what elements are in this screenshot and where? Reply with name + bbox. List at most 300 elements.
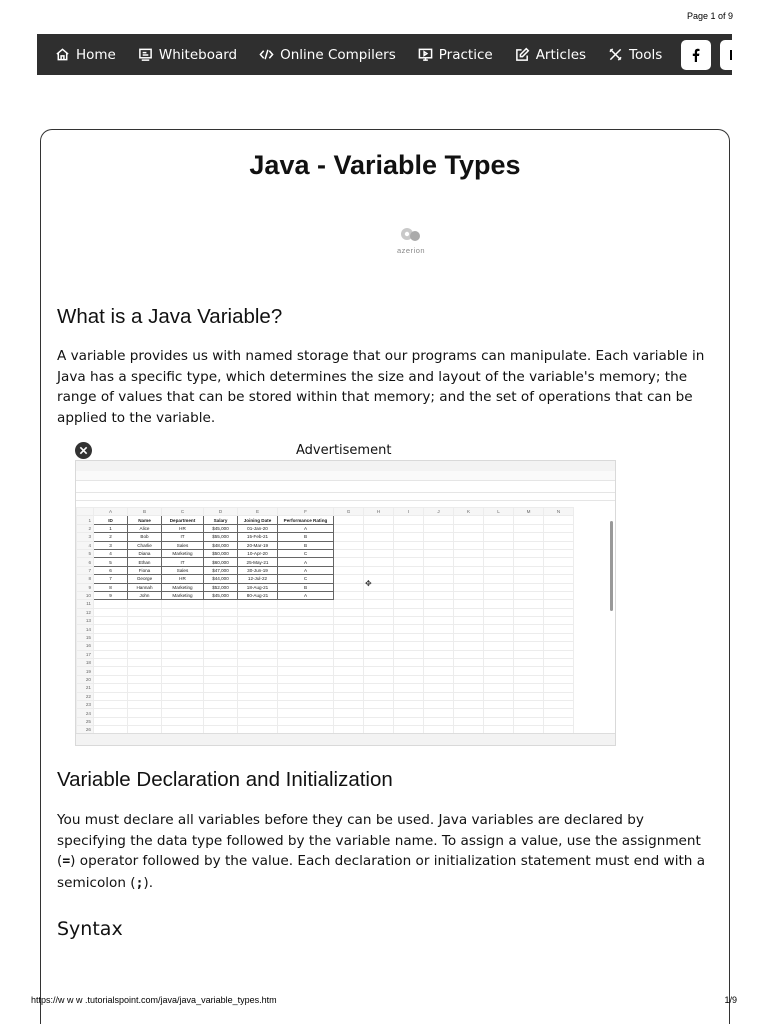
spreadsheet-cell bbox=[204, 642, 238, 650]
spreadsheet-cell bbox=[514, 709, 544, 717]
spreadsheet-cell bbox=[514, 566, 544, 574]
spreadsheet-row-number: 23 bbox=[77, 700, 94, 708]
spreadsheet-cell bbox=[204, 650, 238, 658]
spreadsheet-cell bbox=[514, 700, 544, 708]
spreadsheet-cell bbox=[334, 700, 364, 708]
spreadsheet-cell bbox=[94, 608, 128, 616]
spreadsheet-cell bbox=[128, 608, 162, 616]
spreadsheet-row-number: 15 bbox=[77, 633, 94, 641]
spreadsheet-cell: HR bbox=[162, 575, 204, 583]
ad-spreadsheet-grid bbox=[76, 507, 615, 733]
spreadsheet-row bbox=[77, 717, 574, 725]
spreadsheet-column-header: M bbox=[514, 508, 544, 516]
spreadsheet-cell bbox=[424, 558, 454, 566]
spreadsheet-row-number: 9 bbox=[77, 583, 94, 591]
spreadsheet-cell bbox=[514, 675, 544, 683]
spreadsheet-column-header: G bbox=[334, 508, 364, 516]
spreadsheet-cell bbox=[544, 591, 574, 599]
spreadsheet-cell bbox=[364, 541, 394, 549]
spreadsheet-cell bbox=[514, 667, 544, 675]
spreadsheet-cell bbox=[454, 625, 484, 633]
spreadsheet-column-header: E bbox=[238, 508, 278, 516]
spreadsheet-cell: Marketing bbox=[162, 549, 204, 557]
spreadsheet-cell bbox=[334, 650, 364, 658]
spreadsheet-cell: Alice bbox=[128, 524, 162, 532]
spreadsheet-cell bbox=[364, 717, 394, 725]
spreadsheet-cell bbox=[484, 541, 514, 549]
spreadsheet-cell bbox=[278, 692, 334, 700]
spreadsheet-cell bbox=[94, 667, 128, 675]
spreadsheet-cell bbox=[364, 700, 394, 708]
spreadsheet-cell bbox=[424, 667, 454, 675]
spreadsheet-cell bbox=[454, 717, 484, 725]
spreadsheet-cell bbox=[484, 600, 514, 608]
declaration-text-c: ). bbox=[143, 874, 154, 891]
spreadsheet-cell bbox=[162, 700, 204, 708]
spreadsheet-cell bbox=[514, 608, 544, 616]
spreadsheet-cell bbox=[484, 667, 514, 675]
spreadsheet-cell bbox=[94, 700, 128, 708]
spreadsheet-cell bbox=[544, 667, 574, 675]
spreadsheet-cell bbox=[334, 684, 364, 692]
spreadsheet-cell bbox=[424, 625, 454, 633]
spreadsheet-cell bbox=[544, 642, 574, 650]
spreadsheet-cell bbox=[514, 558, 544, 566]
ad-spreadsheet-scrollbar bbox=[610, 521, 613, 611]
spreadsheet-row-number: 11 bbox=[77, 600, 94, 608]
spreadsheet-cell: Charlie bbox=[128, 541, 162, 549]
spreadsheet-cell bbox=[128, 675, 162, 683]
spreadsheet-cell bbox=[364, 524, 394, 532]
spreadsheet-cell bbox=[394, 650, 424, 658]
spreadsheet-cell: George bbox=[128, 575, 162, 583]
spreadsheet-row bbox=[77, 617, 574, 625]
ad-spreadsheet-titlebar bbox=[76, 461, 615, 471]
spreadsheet-cell bbox=[238, 617, 278, 625]
spreadsheet-row-number: 17 bbox=[77, 650, 94, 658]
spreadsheet-cell bbox=[424, 717, 454, 725]
spreadsheet-cell bbox=[278, 642, 334, 650]
spreadsheet-row bbox=[77, 684, 574, 692]
spreadsheet-cell bbox=[544, 633, 574, 641]
spreadsheet-cell bbox=[454, 549, 484, 557]
spreadsheet-cell bbox=[94, 617, 128, 625]
spreadsheet-column-header: B bbox=[128, 508, 162, 516]
spreadsheet-cell: 8 bbox=[94, 583, 128, 591]
spreadsheet-row-number: 18 bbox=[77, 659, 94, 667]
spreadsheet-cell bbox=[364, 558, 394, 566]
spreadsheet-cell bbox=[544, 524, 574, 532]
spreadsheet-cell: Ethan bbox=[128, 558, 162, 566]
spreadsheet-cell bbox=[128, 667, 162, 675]
spreadsheet-cell: Sales bbox=[162, 541, 204, 549]
ad-spreadsheet-sheet-tabs bbox=[76, 733, 615, 745]
spreadsheet-cell: HR bbox=[162, 524, 204, 532]
spreadsheet-column-header: L bbox=[484, 508, 514, 516]
spreadsheet-cell bbox=[334, 667, 364, 675]
spreadsheet-cell bbox=[334, 583, 364, 591]
spreadsheet-cell: Fiona bbox=[128, 566, 162, 574]
spreadsheet-cell bbox=[394, 667, 424, 675]
spreadsheet-row-number: 20 bbox=[77, 675, 94, 683]
spreadsheet-cell: $45,000 bbox=[204, 524, 238, 532]
spreadsheet-cell: Marketing bbox=[162, 591, 204, 599]
spreadsheet-cell bbox=[204, 659, 238, 667]
spreadsheet-cell bbox=[364, 533, 394, 541]
spreadsheet-cell bbox=[544, 675, 574, 683]
spreadsheet-cell bbox=[204, 692, 238, 700]
spreadsheet-cell bbox=[162, 633, 204, 641]
social-icon bbox=[727, 47, 732, 63]
spreadsheet-cell bbox=[204, 684, 238, 692]
spreadsheet-cell bbox=[162, 600, 204, 608]
spreadsheet-cell bbox=[162, 642, 204, 650]
spreadsheet-cell bbox=[238, 667, 278, 675]
nav-articles[interactable] bbox=[515, 47, 586, 63]
spreadsheet-row bbox=[77, 608, 574, 616]
spreadsheet-cell bbox=[424, 566, 454, 574]
spreadsheet-cell bbox=[484, 533, 514, 541]
spreadsheet-cell bbox=[128, 625, 162, 633]
spreadsheet-cell bbox=[454, 633, 484, 641]
spreadsheet-cell: $60,000 bbox=[204, 558, 238, 566]
spreadsheet-cell bbox=[394, 533, 424, 541]
spreadsheet-cell bbox=[454, 684, 484, 692]
spreadsheet-cell bbox=[204, 617, 238, 625]
spreadsheet-cell bbox=[204, 600, 238, 608]
spreadsheet-cell: $50,000 bbox=[204, 549, 238, 557]
spreadsheet-cell bbox=[394, 684, 424, 692]
spreadsheet-cell: 3 bbox=[94, 541, 128, 549]
spreadsheet-cell bbox=[484, 692, 514, 700]
spreadsheet-cell: A bbox=[278, 524, 334, 532]
spreadsheet-row-number: 21 bbox=[77, 684, 94, 692]
pdf-page-header: Page 1 of 9 bbox=[686, 11, 733, 21]
spreadsheet-cell bbox=[454, 692, 484, 700]
spreadsheet-cell bbox=[238, 684, 278, 692]
spreadsheet-cell bbox=[454, 516, 484, 524]
spreadsheet-cell bbox=[364, 684, 394, 692]
spreadsheet-row-number: 16 bbox=[77, 642, 94, 650]
spreadsheet-cell bbox=[424, 617, 454, 625]
spreadsheet-cell: B bbox=[278, 533, 334, 541]
spreadsheet-cell bbox=[128, 709, 162, 717]
spreadsheet-cell bbox=[238, 700, 278, 708]
spreadsheet-cell bbox=[514, 524, 544, 532]
spreadsheet-cell: A bbox=[278, 566, 334, 574]
spreadsheet-cell bbox=[162, 659, 204, 667]
nav-practice[interactable] bbox=[418, 47, 493, 63]
spreadsheet-cell bbox=[454, 541, 484, 549]
spreadsheet-cell: A bbox=[278, 591, 334, 599]
spreadsheet-cell bbox=[334, 524, 364, 532]
spreadsheet-cell bbox=[162, 617, 204, 625]
spreadsheet-cell bbox=[278, 659, 334, 667]
spreadsheet-cell: Department bbox=[162, 516, 204, 524]
spreadsheet-row bbox=[77, 650, 574, 658]
spreadsheet-cell: John bbox=[128, 591, 162, 599]
spreadsheet-cell bbox=[484, 709, 514, 717]
section-heading-declaration: Variable Declaration and Initialization bbox=[57, 768, 393, 791]
spreadsheet-cell bbox=[128, 600, 162, 608]
spreadsheet-cell bbox=[128, 692, 162, 700]
spreadsheet-cell bbox=[334, 566, 364, 574]
spreadsheet-cell bbox=[238, 659, 278, 667]
nav-whiteboard[interactable] bbox=[138, 47, 237, 63]
spreadsheet-cell bbox=[424, 583, 454, 591]
social-button[interactable] bbox=[720, 40, 732, 70]
spreadsheet-cell bbox=[454, 659, 484, 667]
spreadsheet-row-number: 12 bbox=[77, 608, 94, 616]
spreadsheet-cell bbox=[238, 692, 278, 700]
spreadsheet-cell bbox=[364, 675, 394, 683]
spreadsheet-cell bbox=[94, 642, 128, 650]
spreadsheet-cell bbox=[364, 600, 394, 608]
spreadsheet-row bbox=[77, 524, 574, 532]
spreadsheet-cell bbox=[514, 717, 544, 725]
spreadsheet-cell bbox=[424, 642, 454, 650]
spreadsheet-cell: 12-Jul-22 bbox=[238, 575, 278, 583]
spreadsheet-cell: IT bbox=[162, 558, 204, 566]
spreadsheet-cell bbox=[278, 684, 334, 692]
section-heading-syntax: Syntax bbox=[57, 918, 123, 940]
spreadsheet-cell bbox=[484, 625, 514, 633]
spreadsheet-cell bbox=[424, 633, 454, 641]
spreadsheet-cell bbox=[278, 633, 334, 641]
spreadsheet-cell bbox=[544, 600, 574, 608]
spreadsheet-cell bbox=[204, 625, 238, 633]
spreadsheet-cell bbox=[238, 650, 278, 658]
spreadsheet-row bbox=[77, 700, 574, 708]
spreadsheet-cell bbox=[484, 659, 514, 667]
spreadsheet-cell bbox=[334, 692, 364, 700]
spreadsheet-cell bbox=[484, 700, 514, 708]
spreadsheet-cell bbox=[278, 650, 334, 658]
spreadsheet-cell bbox=[94, 659, 128, 667]
spreadsheet-cell bbox=[204, 675, 238, 683]
spreadsheet-cell bbox=[128, 650, 162, 658]
spreadsheet-cell bbox=[544, 709, 574, 717]
spreadsheet-cell bbox=[204, 700, 238, 708]
nav-online-compilers[interactable] bbox=[259, 47, 396, 63]
spreadsheet-row bbox=[77, 583, 574, 591]
spreadsheet-column-header: I bbox=[394, 508, 424, 516]
ad-spreadsheet-menubar bbox=[76, 471, 615, 481]
spreadsheet-row bbox=[77, 667, 574, 675]
spreadsheet-cell bbox=[514, 575, 544, 583]
spreadsheet-cell: $48,000 bbox=[204, 541, 238, 549]
spreadsheet-cell bbox=[394, 558, 424, 566]
spreadsheet-cell: $47,000 bbox=[204, 566, 238, 574]
spreadsheet-cell bbox=[94, 692, 128, 700]
spreadsheet-row bbox=[77, 600, 574, 608]
spreadsheet-cell: 6 bbox=[94, 566, 128, 574]
spreadsheet-cell bbox=[514, 549, 544, 557]
spreadsheet-cell bbox=[394, 633, 424, 641]
spreadsheet-cell bbox=[204, 717, 238, 725]
spreadsheet-cell: 5 bbox=[94, 558, 128, 566]
spreadsheet-cell bbox=[544, 558, 574, 566]
spreadsheet-cell bbox=[394, 675, 424, 683]
spreadsheet-cell: 4 bbox=[94, 549, 128, 557]
spreadsheet-cell bbox=[394, 575, 424, 583]
spreadsheet-cell bbox=[94, 709, 128, 717]
spreadsheet-cell bbox=[394, 566, 424, 574]
home-icon bbox=[55, 47, 70, 62]
spreadsheet-cell bbox=[544, 717, 574, 725]
spreadsheet-cell bbox=[334, 633, 364, 641]
spreadsheet-cell bbox=[278, 600, 334, 608]
spreadsheet-cell: 80-Aug-21 bbox=[238, 591, 278, 599]
spreadsheet-row-number: 22 bbox=[77, 692, 94, 700]
spreadsheet-cell bbox=[204, 667, 238, 675]
spreadsheet-cell bbox=[278, 709, 334, 717]
spreadsheet-cell bbox=[514, 684, 544, 692]
spreadsheet-cell bbox=[484, 558, 514, 566]
spreadsheet-cell: IT bbox=[162, 533, 204, 541]
spreadsheet-cell bbox=[334, 625, 364, 633]
spreadsheet-cell bbox=[514, 625, 544, 633]
spreadsheet-cell: B bbox=[278, 583, 334, 591]
spreadsheet-cell bbox=[128, 717, 162, 725]
spreadsheet-cell bbox=[514, 650, 544, 658]
spreadsheet-row-number: 2 bbox=[77, 524, 94, 532]
spreadsheet-cell bbox=[238, 675, 278, 683]
spreadsheet-cell: 9 bbox=[94, 591, 128, 599]
spreadsheet-cell: 15-Feb-21 bbox=[238, 533, 278, 541]
spreadsheet-cell bbox=[364, 633, 394, 641]
spreadsheet-cell: 18-Aug-21 bbox=[238, 583, 278, 591]
spreadsheet-cell bbox=[364, 516, 394, 524]
spreadsheet-cell bbox=[334, 709, 364, 717]
spreadsheet-cell bbox=[454, 608, 484, 616]
spreadsheet-row bbox=[77, 541, 574, 549]
spreadsheet-cell bbox=[544, 625, 574, 633]
spreadsheet-cell bbox=[364, 591, 394, 599]
nav-online-compilers-label: Online Compilers bbox=[280, 46, 396, 63]
whiteboard-icon bbox=[138, 47, 153, 62]
spreadsheet-cell bbox=[364, 667, 394, 675]
spreadsheet-cell bbox=[128, 617, 162, 625]
spreadsheet-cell bbox=[514, 692, 544, 700]
spreadsheet-cell bbox=[238, 717, 278, 725]
spreadsheet-cell bbox=[484, 566, 514, 574]
pdf-footer-page-number: 1/9 bbox=[724, 995, 737, 1005]
spreadsheet-cell bbox=[484, 516, 514, 524]
ad-video[interactable] bbox=[75, 460, 616, 746]
spreadsheet-cell: A bbox=[278, 558, 334, 566]
spreadsheet-cell: Salary bbox=[204, 516, 238, 524]
spreadsheet-cell: Joining Date bbox=[238, 516, 278, 524]
spreadsheet-cell bbox=[484, 642, 514, 650]
mouse-cursor-icon: ✥ bbox=[365, 579, 372, 588]
spreadsheet-cell bbox=[424, 675, 454, 683]
nav-home[interactable] bbox=[55, 47, 116, 63]
spreadsheet-cell: C bbox=[278, 549, 334, 557]
spreadsheet-cell bbox=[334, 575, 364, 583]
spreadsheet-cell bbox=[454, 524, 484, 532]
ad-spreadsheet-formula-bar bbox=[76, 493, 615, 501]
spreadsheet-cell bbox=[484, 591, 514, 599]
spreadsheet-cell bbox=[278, 617, 334, 625]
spreadsheet-cell bbox=[484, 675, 514, 683]
spreadsheet-cell bbox=[424, 659, 454, 667]
spreadsheet-cell bbox=[278, 717, 334, 725]
spreadsheet-cell: C bbox=[278, 575, 334, 583]
ad-spreadsheet-toolbar bbox=[76, 481, 615, 493]
spreadsheet-cell bbox=[364, 608, 394, 616]
spreadsheet-cell bbox=[204, 633, 238, 641]
spreadsheet-cell bbox=[544, 617, 574, 625]
spreadsheet-cell bbox=[544, 684, 574, 692]
spreadsheet-cell bbox=[454, 575, 484, 583]
spreadsheet-row-number: 4 bbox=[77, 541, 94, 549]
spreadsheet-cell bbox=[544, 575, 574, 583]
spreadsheet-row-number: 5 bbox=[77, 549, 94, 557]
spreadsheet-cell bbox=[204, 709, 238, 717]
spreadsheet-row-number: 8 bbox=[77, 575, 94, 583]
ad-spreadsheet-table bbox=[76, 507, 574, 735]
spreadsheet-column-headers bbox=[77, 508, 574, 516]
spreadsheet-cell bbox=[454, 533, 484, 541]
spreadsheet-row bbox=[77, 675, 574, 683]
spreadsheet-cell bbox=[364, 549, 394, 557]
spreadsheet-cell bbox=[454, 566, 484, 574]
spreadsheet-cell bbox=[334, 659, 364, 667]
spreadsheet-cell bbox=[238, 642, 278, 650]
declaration-text-b: ) operator followed by the value. Each declaration or initialization statement must end with a semicolon ( bbox=[57, 853, 706, 891]
spreadsheet-cell bbox=[454, 591, 484, 599]
spreadsheet-cell bbox=[394, 600, 424, 608]
spreadsheet-row-number: 1 bbox=[77, 516, 94, 524]
spreadsheet-cell bbox=[394, 516, 424, 524]
spreadsheet-row bbox=[77, 533, 574, 541]
spreadsheet-cell: $45,000 bbox=[204, 591, 238, 599]
spreadsheet-cell bbox=[334, 516, 364, 524]
spreadsheet-cell bbox=[204, 608, 238, 616]
spreadsheet-row-number: 6 bbox=[77, 558, 94, 566]
spreadsheet-row bbox=[77, 625, 574, 633]
spreadsheet-cell bbox=[94, 625, 128, 633]
spreadsheet-cell bbox=[454, 642, 484, 650]
spreadsheet-cell bbox=[544, 533, 574, 541]
spreadsheet-cell bbox=[334, 608, 364, 616]
pdf-footer-url: https://w w w .tutorialspoint.com/java/java_variable_types.htm bbox=[31, 995, 277, 1005]
spreadsheet-cell bbox=[394, 524, 424, 532]
spreadsheet-cell: ID bbox=[94, 516, 128, 524]
ad-close-button[interactable] bbox=[75, 442, 92, 459]
close-icon bbox=[79, 446, 88, 455]
spreadsheet-cell bbox=[484, 684, 514, 692]
section-paragraph-java-variable: A variable provides us with named storage that our programs can manipulate. Each variable in Java has a specific type, which determines the size and layout of the variable's memory; the range of values that can be stored within that memory; and the set of operations that can be applied to the variable. bbox=[57, 348, 705, 426]
spreadsheet-cell bbox=[128, 633, 162, 641]
spreadsheet-row bbox=[77, 591, 574, 599]
spreadsheet-cell bbox=[278, 675, 334, 683]
spreadsheet-cell: Name bbox=[128, 516, 162, 524]
spreadsheet-cell: Hannah bbox=[128, 583, 162, 591]
spreadsheet-cell bbox=[394, 700, 424, 708]
spreadsheet-cell bbox=[278, 700, 334, 708]
nav-tools[interactable] bbox=[608, 47, 662, 63]
facebook-button[interactable] bbox=[681, 40, 711, 70]
spreadsheet-row-number: 26 bbox=[77, 726, 94, 734]
spreadsheet-cell bbox=[424, 575, 454, 583]
spreadsheet-cell bbox=[424, 692, 454, 700]
spreadsheet-row-number: 19 bbox=[77, 667, 94, 675]
spreadsheet-cell bbox=[394, 642, 424, 650]
spreadsheet-cell bbox=[278, 667, 334, 675]
spreadsheet-cell bbox=[514, 516, 544, 524]
